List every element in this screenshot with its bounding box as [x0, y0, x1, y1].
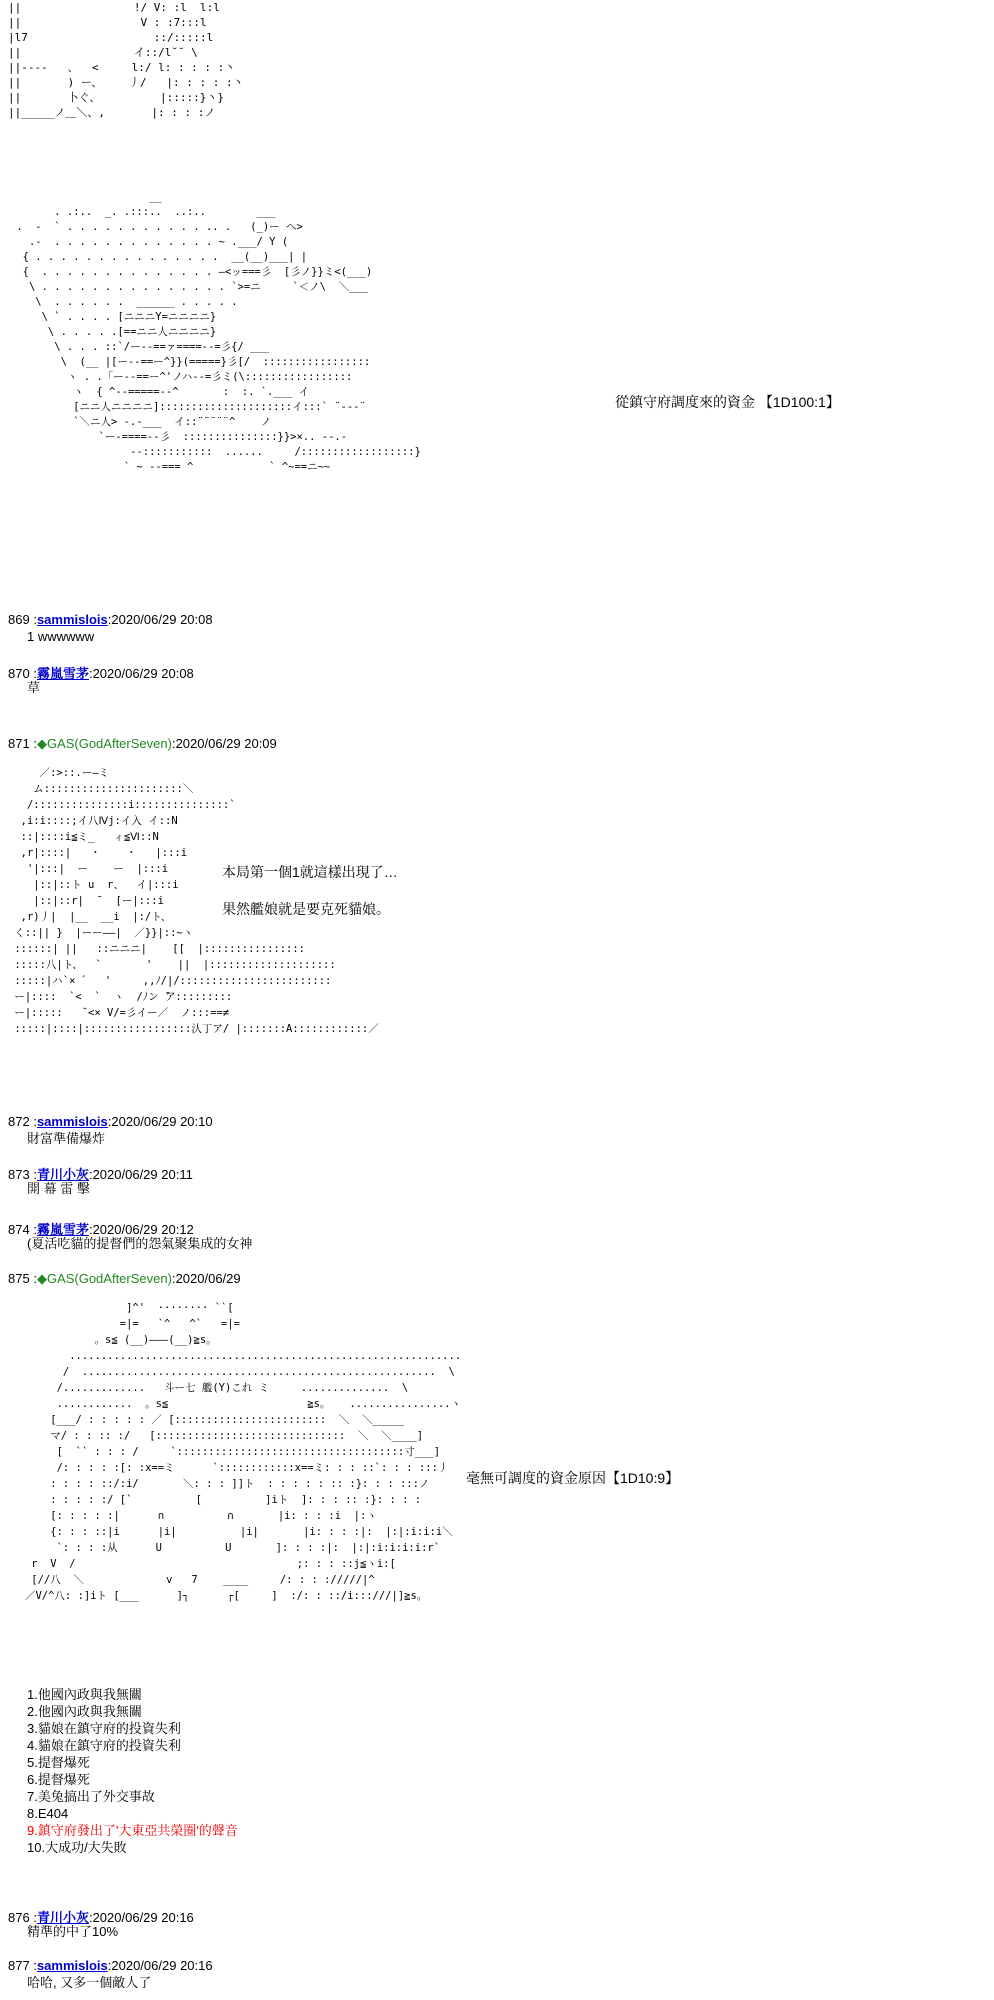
post-body-873: 開 幕 雷 擊: [27, 1181, 90, 1196]
eye-caption: 毫無可調度的資金原因【1D10:9】: [466, 1470, 680, 1486]
post-header-873: 873 :青川小灰:2020/06/29 20:11: [8, 1167, 193, 1182]
post-number: 876: [8, 1910, 30, 1925]
list-item: 3.貓娘在鎮守府的投資失利: [27, 1721, 181, 1736]
post-number: 872: [8, 1114, 30, 1129]
post-date: 2020/06/29 20:16: [111, 1958, 213, 1973]
poster-name-link[interactable]: sammislois: [36, 612, 108, 627]
post-header-869: 869 :sammislois:2020/06/29 20:08: [8, 612, 213, 627]
post-header-875: 875 :◆GAS(GodAfterSeven):2020/06/29: [8, 1271, 241, 1286]
list-item: 6.提督爆死: [27, 1772, 90, 1787]
post-header-872: 872 :sammislois:2020/06/29 20:10: [8, 1114, 213, 1129]
post-date: 2020/06/29 20:12: [92, 1222, 194, 1237]
poster-name-link[interactable]: sammislois: [36, 1114, 108, 1129]
cat-line-1: 本局第一個1就這樣出現了…: [222, 864, 398, 880]
money-caption: 從鎮守府調度來的資金 【1D100:1】: [615, 394, 840, 410]
post-header-870: 870 :霧嵐雪茅:2020/06/29 20:08: [8, 666, 194, 681]
post-date: 2020/06/29 20:08: [111, 612, 213, 627]
post-header-877: 877 :sammislois:2020/06/29 20:16: [8, 1958, 213, 1973]
post-number: 874: [8, 1222, 30, 1237]
post-number: 869: [8, 612, 30, 627]
post-header-876: 876 :青川小灰:2020/06/29 20:16: [8, 1910, 194, 1925]
post-header-874: 874 :霧嵐雪茅:2020/06/29 20:12: [8, 1222, 194, 1237]
post-header-871: 871 :◆GAS(GodAfterSeven):2020/06/29 20:09: [8, 736, 277, 751]
cat-line-2: 果然艦娘就是要克死貓娘。: [222, 901, 390, 917]
list-item: 8.E404: [27, 1806, 69, 1821]
poster-name-link[interactable]: 青川小灰: [36, 1167, 89, 1182]
list-item: 1.他國內政與我無關: [27, 1687, 142, 1702]
list-item: 5.提督爆死: [27, 1755, 90, 1770]
poster-trip-name[interactable]: ◆GAS(GodAfterSeven): [36, 736, 172, 751]
outcome-list: [27, 1686, 238, 1856]
post-date: 2020/06/29 20:08: [92, 666, 194, 681]
post-body-872: 財富準備爆炸: [27, 1131, 106, 1146]
post-date: 2020/06/29: [175, 1271, 241, 1286]
post-body-877: 哈哈, 又多一個敵人了: [27, 1975, 152, 1990]
post-body-870: 草: [27, 680, 41, 695]
catgirl-ascii-art: ／:>::.ー―ミ ム::::::::::::::::::::::＼ /:::::::::::::::i:::::::::::::::` ,i:i::::;イ八Ⅳj:イ入 イ::N ::|::::i≦ミ_ ィ≦Ⅵ::N ,r|::::| ・ ・ |:::i '|:::| ー ー |:::i |::|::ト u r、 イ|:::i |::|::r| ̄ [ー|:::i ,r)丿| |__ __i |:/ト、 く::|| } |ーー――| ／}}|::~ヽ ::::::| || ::ニニニ| [[ |:::::::::::::::: :::::八|ト、 ` ' || |:::::::::::::::::::: :::::|ハ`× ゛ ' ,,ﾉ/|/:::::::::::::::::::::::: ー|:::: `< ` ヽ /ﾉン ̄ア::::::::: ー|::::: ˘<× V/=彡イー／ ノ:::==≠ :::::|::::|:::::::::::::::::汄丁ア/ |:::::::A::::::::::::／: [14, 767, 379, 1035]
post-number: 870: [8, 666, 30, 681]
poster-name-link[interactable]: 霧嵐雪茅: [36, 666, 89, 681]
money-ascii-art: __ . .:.. _. .:::.. ..:.. ___ . - ` . . . . . . . . . . . .. . (_)ー へ> .- . . . . . . . . . . . . . ~ .___/ Y ( { . . . . . . . . . . . . . . . __(__)___| | { . . . . . . . . . . . . . . ―<ッ===彡 [彡ノ}}ミ<(___) \ . . . . . . . . . . . . . . . `>=ニ `＜ノ\ ＼___ \ . . . . . . ______ . . . . . \ ` . . . . [ニニニY=ニニニニ} \ . . . . .[==ニニ人ニニニニ} \ . . . ::`/ー--==ァ====--=彡{/ ___ \ (__ |[ー--==ー^}}(=====}彡[/ ::::::::::::::::: ヽ . .「ー--==ー^'ノハ--=彡ミ(\::::::::::::::::: ヽ { ^--=====--^ : :. `.___ イ [ニニ人ニニニニ]:::::::::::::::::::::イ:::` ¨---¨ `＼ニ人> -.-___ イ::¨¨¨¨¨^ ノ `ー-====--彡 :::::::::::::::}}>×.. --.- --::::::::::: ...... /::::::::::::::::::} ` ~ --=== ^ ` ^~==ニ~~: [16, 191, 421, 473]
post-number: 875: [8, 1271, 30, 1286]
post-body-876: 精準的中了10%: [27, 1924, 119, 1939]
top-ascii-art: || !/ V: :l l:l || V : :7:::l |l7 ::/:::::l || イ::/l˘˘ \ ||---- 、 < l:/ l: : : : :丶 || ) ー、 丿/ |: : : : :丶 || 卜ぐ、 |:::::}丶} ||_____ノ＿＼、, |: : : :ノ: [8, 1, 244, 119]
post-body-874: (夏活吃貓的提督們的怨氣聚集成的女神: [27, 1236, 253, 1251]
list-item: 10.大成功/大失敗: [27, 1840, 127, 1855]
post-date: 2020/06/29 20:10: [111, 1114, 213, 1129]
post-number: 871: [8, 736, 30, 751]
list-item: 2.他國內政與我無關: [27, 1704, 142, 1719]
list-item-highlighted: 9.鎮守府發出了'大東亞共榮圈'的聲音: [27, 1823, 238, 1838]
post-number: 873: [8, 1167, 30, 1182]
poster-name-link[interactable]: sammislois: [36, 1958, 108, 1973]
post-date: 2020/06/29 20:09: [175, 736, 277, 751]
list-item: 7.美兔搞出了外交事故: [27, 1789, 155, 1804]
post-body-869: 1 wwwwww: [27, 629, 95, 644]
post-number: 877: [8, 1958, 30, 1973]
poster-name-link[interactable]: 霧嵐雪茅: [36, 1222, 89, 1237]
shipgirl-ascii-art: ]^' ········ ``[ =|= `^ ^` =|= 。s≦ (__)―――(__)≧s。 .............................................................. / ........................................................ \ /............. 斗ー七 艦(Y)これ ミ .............. \ ............ 。s≦ ≧s。 ................ヽ [___/ : : : : : ／ [:::::::::::::::::::::::: ＼ ＼_____ マ/ : : :: :/ [:::::::::::::::::::::::::::::: ＼ ＼____] [ `` : : : / `::::::::::::::::::::::::::::::::::::寸___] /: : : : :[: :x==ミ `::::::::::::x==ミ: : : ::`: : : :::丿 : : : : ::/:i/ ＼: : : ]]ト : : : : : :: :}: : : :::ノ : : : : :/ [` [ ]iト ]: : : :: :}: : : : [: : : : :| ∩ ∩ |i: : : :i |:ヽ {: : : ::|i |i| |i| |i: : : :|: |:|:i:i:i＼ `: : : :从 U U ]: : : :|: |:|:i:i:i:i:r` r V / ;: : : ::j≦ヽi:[ [//八 ＼ v 7 ____ /: : : ://///|^ ／V/^八: :]iト [___ ]┐ ┌[ ] :/: : ::/i:::///|]≧s。: [24, 1302, 462, 1602]
post-date: 2020/06/29 20:16: [92, 1910, 194, 1925]
post-date: 2020/06/29 20:11: [92, 1167, 193, 1182]
poster-trip-name[interactable]: ◆GAS(GodAfterSeven): [36, 1271, 172, 1286]
list-item: 4.貓娘在鎮守府的投資失利: [27, 1738, 181, 1753]
poster-name-link[interactable]: 青川小灰: [36, 1910, 89, 1925]
